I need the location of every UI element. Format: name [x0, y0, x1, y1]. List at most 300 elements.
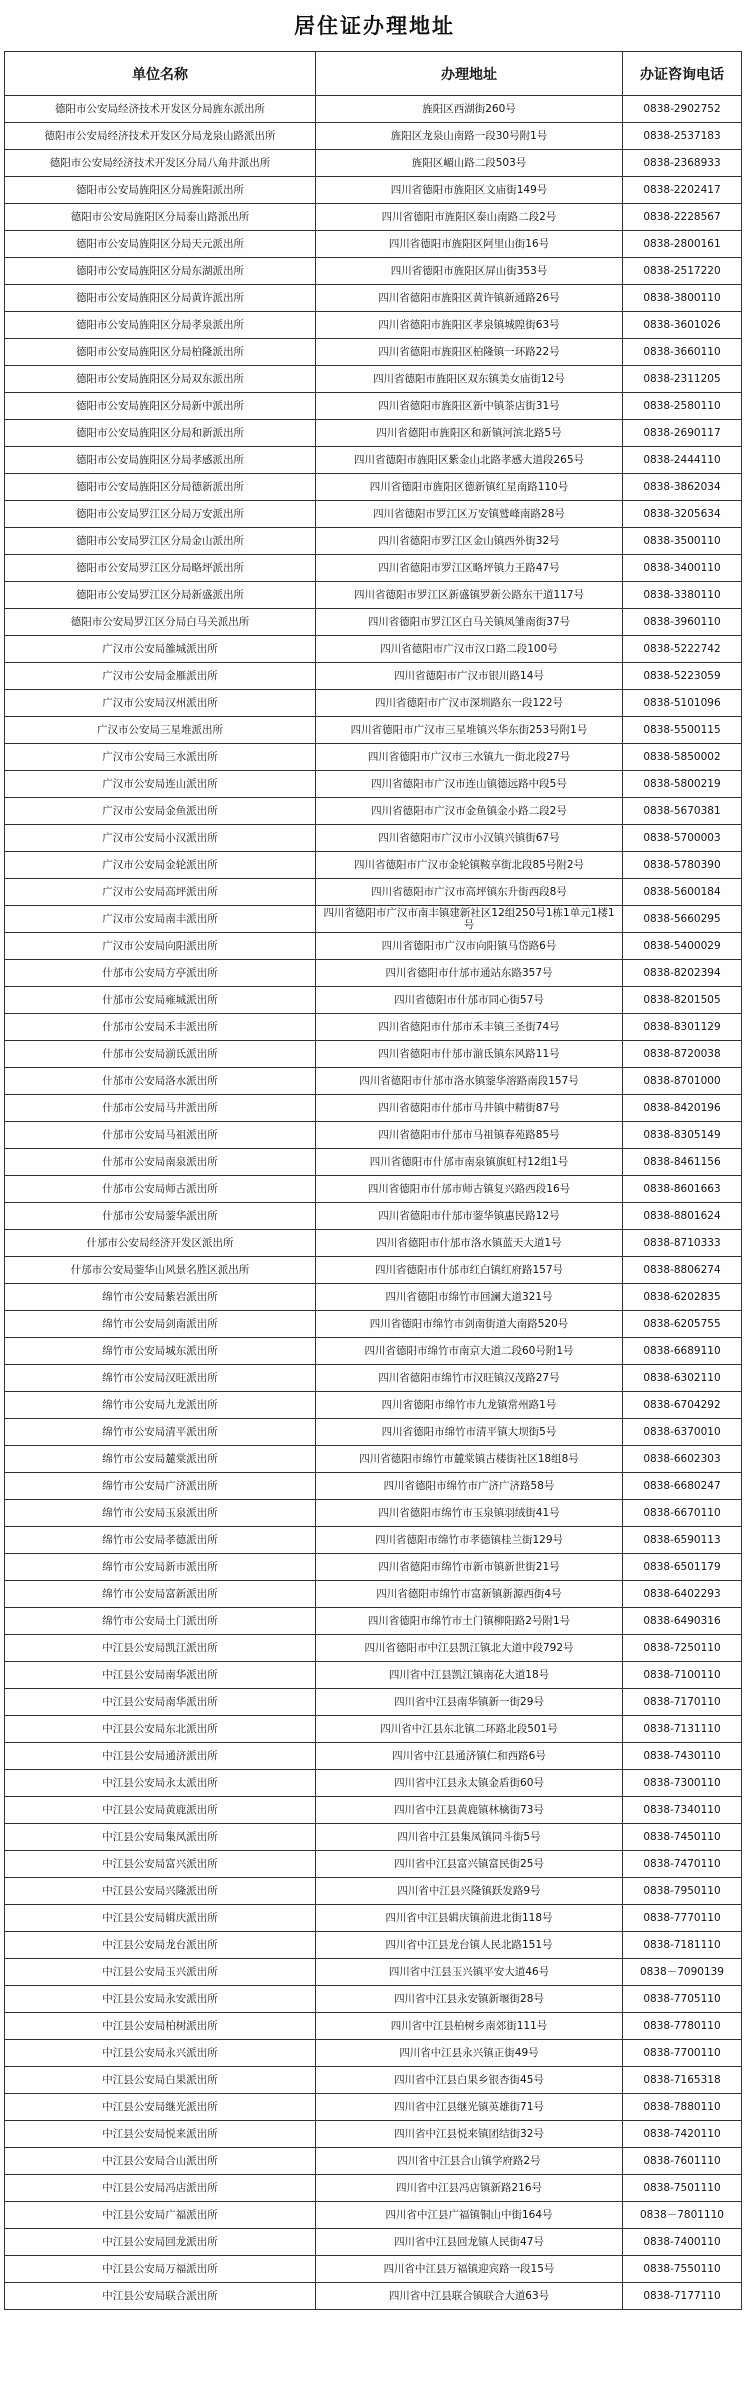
table-row	[5, 312, 742, 339]
address-cell: 旌阳区西湖街260号	[316, 96, 623, 123]
unit-name-cell: 中江县公安局广福派出所	[5, 2202, 316, 2229]
table-row	[5, 960, 742, 987]
table-row	[5, 204, 742, 231]
phone-cell: 0838-7601110	[623, 2148, 742, 2175]
address-cell: 四川省德阳市广汉市金轮镇鞍享街北段85号附2号	[316, 852, 623, 879]
unit-name-cell: 德阳市公安局旌阳区分局孝泉派出所	[5, 312, 316, 339]
unit-name-cell: 中江县公安局集凤派出所	[5, 1824, 316, 1851]
address-cell: 四川省德阳市什邡市马祖镇春苑路85号	[316, 1122, 623, 1149]
unit-name-cell: 中江县公安局回龙派出所	[5, 2229, 316, 2256]
address-cell: 四川省中江县集凤镇同斗街5号	[316, 1824, 623, 1851]
page-title: 居住证办理地址	[294, 13, 455, 38]
address-cell: 四川省德阳市绵竹市九龙镇常州路1号	[316, 1392, 623, 1419]
table-row	[5, 1797, 742, 1824]
unit-name-cell: 中江县公安局冯店派出所	[5, 2175, 316, 2202]
address-cell: 四川省德阳市旌阳区和新镇河滨北路5号	[316, 420, 623, 447]
table-row	[5, 1311, 742, 1338]
address-cell: 四川省中江县柏树乡南郊街111号	[316, 2013, 623, 2040]
address-cell: 四川省德阳市绵竹市新市镇新世街21号	[316, 1554, 623, 1581]
phone-cell: 0838-6602303	[623, 1446, 742, 1473]
address-cell: 四川省德阳市罗江区白马关镇凤雏南街37号	[316, 609, 623, 636]
address-cell: 四川省德阳市什邡市蓥华镇惠民路12号	[316, 1203, 623, 1230]
unit-name-cell: 什邡市公安局师古派出所	[5, 1176, 316, 1203]
table-row	[5, 1419, 742, 1446]
address-cell: 四川省德阳市什邡市南泉镇旗虹村12组1号	[316, 1149, 623, 1176]
table-row	[5, 339, 742, 366]
table-row	[5, 1824, 742, 1851]
phone-cell: 0838-7420110	[623, 2121, 742, 2148]
unit-name-cell: 德阳市公安局旌阳区分局柏隆派出所	[5, 339, 316, 366]
address-cell: 四川省德阳市绵竹市孝德镇桂兰街129号	[316, 1527, 623, 1554]
phone-cell: 0838-7181110	[623, 1932, 742, 1959]
address-cell: 四川省德阳市绵竹市麓棠镇古楼街社区18组8号	[316, 1446, 623, 1473]
address-cell: 四川省德阳市旌阳区紫金山北路孝感大道段265号	[316, 447, 623, 474]
address-cell: 四川省中江县冯店镇新路216号	[316, 2175, 623, 2202]
phone-cell: 0838-5670381	[623, 798, 742, 825]
phone-cell: 0838-5101096	[623, 690, 742, 717]
phone-cell: 0838-2537183	[623, 123, 742, 150]
phone-cell: 0838-7770110	[623, 1905, 742, 1932]
table-row	[5, 2148, 742, 2175]
address-cell: 四川省中江县富兴镇富民街25号	[316, 1851, 623, 1878]
phone-cell: 0838-2902752	[623, 96, 742, 123]
table-row	[5, 1581, 742, 1608]
table-row	[5, 933, 742, 960]
phone-cell: 0838-3205634	[623, 501, 742, 528]
table-row	[5, 1392, 742, 1419]
address-cell: 四川省德阳市绵竹市回澜大道321号	[316, 1284, 623, 1311]
phone-cell: 0838-5222742	[623, 636, 742, 663]
phone-cell: 0838-5850002	[623, 744, 742, 771]
phone-cell: 0838-3601026	[623, 312, 742, 339]
unit-name-cell: 中江县公安局柏树派出所	[5, 2013, 316, 2040]
phone-cell: 0838-7250110	[623, 1635, 742, 1662]
unit-name-cell: 德阳市公安局旌阳区分局旌阳派出所	[5, 177, 316, 204]
unit-name-cell: 中江县公安局辑庆派出所	[5, 1905, 316, 1932]
phone-cell: 0838-6202835	[623, 1284, 742, 1311]
table-row	[5, 1230, 742, 1257]
unit-name-cell: 德阳市公安局旌阳区分局新中派出所	[5, 393, 316, 420]
unit-name-cell: 什邡市公安局南泉派出所	[5, 1149, 316, 1176]
address-cell: 四川省德阳市广汉市向阳镇马岱路6号	[316, 933, 623, 960]
table-row	[5, 636, 742, 663]
table-row	[5, 366, 742, 393]
address-cell: 四川省德阳市绵竹市南京大道二段60号附1号	[316, 1338, 623, 1365]
table-row	[5, 420, 742, 447]
phone-cell: 0838-8801624	[623, 1203, 742, 1230]
unit-name-cell: 什邡市公安局马祖派出所	[5, 1122, 316, 1149]
header-address: 办理地址	[316, 52, 623, 96]
table-body	[5, 96, 742, 2310]
table-row	[5, 528, 742, 555]
unit-name-cell: 中江县公安局兴隆派出所	[5, 1878, 316, 1905]
address-cell: 四川省中江县永太镇金盾街60号	[316, 1770, 623, 1797]
address-cell: 四川省德阳市罗江区新盛镇罗新公路东干道117号	[316, 582, 623, 609]
unit-name-cell: 德阳市公安局旌阳区分局德新派出所	[5, 474, 316, 501]
address-cell: 四川省德阳市广汉市金鱼镇金小路二段2号	[316, 798, 623, 825]
address-cell: 四川省德阳市绵竹市剑南街道大南路520号	[316, 1311, 623, 1338]
unit-name-cell: 中江县公安局南华派出所	[5, 1662, 316, 1689]
address-cell: 四川省德阳市中江县凯江镇北大道中段792号	[316, 1635, 623, 1662]
phone-cell: 0838-7950110	[623, 1878, 742, 1905]
phone-cell: 0838-6490316	[623, 1608, 742, 1635]
phone-cell: 0838-7550110	[623, 2256, 742, 2283]
table-row	[5, 2094, 742, 2121]
address-cell: 四川省德阳市绵竹市广济广济路58号	[316, 1473, 623, 1500]
phone-cell: 0838-6205755	[623, 1311, 742, 1338]
unit-name-cell: 中江县公安局富兴派出所	[5, 1851, 316, 1878]
unit-name-cell: 什邡市公安局禾丰派出所	[5, 1014, 316, 1041]
address-cell: 四川省中江县兴隆镇跃发路9号	[316, 1878, 623, 1905]
header-unit-name: 单位名称	[5, 52, 316, 96]
unit-name-cell: 广汉市公安局三星堆派出所	[5, 717, 316, 744]
unit-name-cell: 广汉市公安局连山派出所	[5, 771, 316, 798]
address-cell: 四川省中江县万福镇迎宾路一段15号	[316, 2256, 623, 2283]
phone-cell: 0838-3960110	[623, 609, 742, 636]
phone-cell: 0838-5660295	[623, 906, 742, 933]
unit-name-cell: 绵竹市公安局富新派出所	[5, 1581, 316, 1608]
table-row	[5, 1365, 742, 1392]
table-row	[5, 1635, 742, 1662]
unit-name-cell: 中江县公安局永兴派出所	[5, 2040, 316, 2067]
phone-cell: 0838-2800161	[623, 231, 742, 258]
address-cell: 四川省德阳市广汉市连山镇德远路中段5号	[316, 771, 623, 798]
unit-name-cell: 绵竹市公安局汉旺派出所	[5, 1365, 316, 1392]
table-row	[5, 798, 742, 825]
phone-cell: 0838-8710333	[623, 1230, 742, 1257]
phone-cell: 0838-5600184	[623, 879, 742, 906]
table-row	[5, 1068, 742, 1095]
table-row	[5, 2202, 742, 2229]
unit-name-cell: 广汉市公安局雒城派出所	[5, 636, 316, 663]
table-row	[5, 2175, 742, 2202]
unit-name-cell: 中江县公安局通济派出所	[5, 1743, 316, 1770]
unit-name-cell: 绵竹市公安局清平派出所	[5, 1419, 316, 1446]
table-row	[5, 825, 742, 852]
phone-cell: 0838-7430110	[623, 1743, 742, 1770]
table-row	[5, 177, 742, 204]
phone-cell: 0838-6670110	[623, 1500, 742, 1527]
table-row	[5, 285, 742, 312]
phone-cell: 0838-3400110	[623, 555, 742, 582]
address-cell: 四川省德阳市旌阳区黄许镇新通路26号	[316, 285, 623, 312]
unit-name-cell: 中江县公安局继光派出所	[5, 2094, 316, 2121]
phone-cell: 0838-8420196	[623, 1095, 742, 1122]
unit-name-cell: 广汉市公安局高坪派出所	[5, 879, 316, 906]
phone-cell: 0838-2202417	[623, 177, 742, 204]
address-cell: 四川省中江县回龙镇人民街47号	[316, 2229, 623, 2256]
address-cell: 四川省德阳市旌阳区双东镇美女庙街12号	[316, 366, 623, 393]
phone-cell: 0838-8806274	[623, 1257, 742, 1284]
unit-name-cell: 德阳市公安局罗江区分局略坪派出所	[5, 555, 316, 582]
phone-cell: 0838－7090139	[623, 1959, 742, 1986]
address-cell: 四川省中江县悦来镇团结街32号	[316, 2121, 623, 2148]
unit-name-cell: 德阳市公安局经济技术开发区分局八角井派出所	[5, 150, 316, 177]
address-cell: 四川省德阳市什邡市洛水镇蓥华溶路南段157号	[316, 1068, 623, 1095]
address-cell: 四川省中江县继光镇英雄街71号	[316, 2094, 623, 2121]
unit-name-cell: 中江县公安局永太派出所	[5, 1770, 316, 1797]
table-row	[5, 2013, 742, 2040]
unit-name-cell: 德阳市公安局旌阳区分局天元派出所	[5, 231, 316, 258]
table-row	[5, 609, 742, 636]
unit-name-cell: 中江县公安局联合派出所	[5, 2283, 316, 2310]
phone-cell: 0838-5700003	[623, 825, 742, 852]
phone-cell: 0838-8305149	[623, 1122, 742, 1149]
table-row	[5, 2283, 742, 2310]
unit-name-cell: 广汉市公安局小汉派出所	[5, 825, 316, 852]
unit-name-cell: 什邡市公安局马井派出所	[5, 1095, 316, 1122]
unit-name-cell: 中江县公安局万福派出所	[5, 2256, 316, 2283]
unit-name-cell: 绵竹市公安局新市派出所	[5, 1554, 316, 1581]
address-cell: 四川省德阳市罗江区略坪镇力王路47号	[316, 555, 623, 582]
table-row	[5, 744, 742, 771]
phone-cell: 0838-6689110	[623, 1338, 742, 1365]
table-row	[5, 987, 742, 1014]
address-cell: 四川省德阳市广汉市三星堆镇兴华东街253号附1号	[316, 717, 623, 744]
table-row	[5, 1338, 742, 1365]
phone-cell: 0838-8461156	[623, 1149, 742, 1176]
table-row	[5, 1176, 742, 1203]
unit-name-cell: 中江县公安局玉兴派出所	[5, 1959, 316, 1986]
phone-cell: 0838-7165318	[623, 2067, 742, 2094]
unit-name-cell: 德阳市公安局旌阳区分局东湖派出所	[5, 258, 316, 285]
phone-cell: 0838-7400110	[623, 2229, 742, 2256]
address-cell: 四川省德阳市广汉市深圳路东一段122号	[316, 690, 623, 717]
table-row	[5, 447, 742, 474]
address-cell: 四川省德阳市广汉市汉口路二段100号	[316, 636, 623, 663]
table-row	[5, 879, 742, 906]
phone-cell: 0838-7177110	[623, 2283, 742, 2310]
address-cell: 四川省中江县凯江镇南花大道18号	[316, 1662, 623, 1689]
table-row	[5, 1095, 742, 1122]
phone-cell: 0838－7801110	[623, 2202, 742, 2229]
table-row	[5, 555, 742, 582]
address-cell: 四川省中江县东北镇二环路北段501号	[316, 1716, 623, 1743]
phone-cell: 0838-8301129	[623, 1014, 742, 1041]
address-cell: 四川省中江县通济镇仁和西路6号	[316, 1743, 623, 1770]
unit-name-cell: 德阳市公安局罗江区分局金山派出所	[5, 528, 316, 555]
unit-name-cell: 中江县公安局合山派出所	[5, 2148, 316, 2175]
table-row	[5, 1284, 742, 1311]
unit-name-cell: 中江县公安局白果派出所	[5, 2067, 316, 2094]
address-cell: 四川省中江县南华镇新一街29号	[316, 1689, 623, 1716]
address-cell: 四川省中江县龙台镇人民北路151号	[316, 1932, 623, 1959]
unit-name-cell: 广汉市公安局三水派出所	[5, 744, 316, 771]
phone-cell: 0838-5500115	[623, 717, 742, 744]
unit-name-cell: 什邡市公安局洛水派出所	[5, 1068, 316, 1095]
phone-cell: 0838-2517220	[623, 258, 742, 285]
table-row	[5, 2229, 742, 2256]
address-cell: 旌阳区嵋山路二段503号	[316, 150, 623, 177]
table-row	[5, 1527, 742, 1554]
table-row	[5, 150, 742, 177]
unit-name-cell: 广汉市公安局金雁派出所	[5, 663, 316, 690]
address-cell: 四川省德阳市旌阳区新中镇茶店街31号	[316, 393, 623, 420]
table-row	[5, 123, 742, 150]
phone-cell: 0838-6704292	[623, 1392, 742, 1419]
phone-cell: 0838-2580110	[623, 393, 742, 420]
address-cell: 四川省德阳市什邡市师古镇复兴路西段16号	[316, 1176, 623, 1203]
address-cell: 四川省中江县合山镇学府路2号	[316, 2148, 623, 2175]
table-row	[5, 1662, 742, 1689]
table-row	[5, 1500, 742, 1527]
address-cell: 四川省德阳市罗江区金山镇西外街32号	[316, 528, 623, 555]
phone-cell: 0838-8701000	[623, 1068, 742, 1095]
phone-cell: 0838-3500110	[623, 528, 742, 555]
address-cell: 四川省中江县辑庆镇前进北街118号	[316, 1905, 623, 1932]
phone-cell: 0838-7170110	[623, 1689, 742, 1716]
table-row	[5, 1878, 742, 1905]
table-row	[5, 1014, 742, 1041]
address-cell: 四川省中江县广福镇铜山中街164号	[316, 2202, 623, 2229]
unit-name-cell: 德阳市公安局旌阳区分局和新派出所	[5, 420, 316, 447]
address-cell: 四川省德阳市旌阳区柏隆镇一环路22号	[316, 339, 623, 366]
phone-cell: 0838-7450110	[623, 1824, 742, 1851]
table-row	[5, 663, 742, 690]
unit-name-cell: 德阳市公安局旌阳区分局双东派出所	[5, 366, 316, 393]
address-cell: 四川省德阳市罗江区万安镇鹫峰南路28号	[316, 501, 623, 528]
unit-name-cell: 德阳市公安局旌阳区分局孝感派出所	[5, 447, 316, 474]
phone-cell: 0838-5223059	[623, 663, 742, 690]
table-row	[5, 2067, 742, 2094]
phone-cell: 0838-3660110	[623, 339, 742, 366]
address-cell: 四川省德阳市什邡市马井镇中精街87号	[316, 1095, 623, 1122]
address-cell: 四川省德阳市绵竹市清平镇大坝街5号	[316, 1419, 623, 1446]
unit-name-cell: 广汉市公安局向阳派出所	[5, 933, 316, 960]
table-row	[5, 1851, 742, 1878]
phone-cell: 0838-7470110	[623, 1851, 742, 1878]
table-row	[5, 474, 742, 501]
unit-name-cell: 广汉市公安局汉州派出所	[5, 690, 316, 717]
address-cell: 四川省德阳市什邡市通站东路357号	[316, 960, 623, 987]
address-cell: 四川省中江县玉兴镇平安大道46号	[316, 1959, 623, 1986]
table-row	[5, 1959, 742, 1986]
address-cell: 四川省德阳市绵竹市玉泉镇羽绒街41号	[316, 1500, 623, 1527]
phone-cell: 0838-7131110	[623, 1716, 742, 1743]
unit-name-cell: 中江县公安局悦来派出所	[5, 2121, 316, 2148]
table-row	[5, 2256, 742, 2283]
table-row	[5, 393, 742, 420]
unit-name-cell: 中江县公安局黄鹿派出所	[5, 1797, 316, 1824]
table-row	[5, 1743, 742, 1770]
address-cell: 四川省德阳市什邡市洛水镇蓝天大道1号	[316, 1230, 623, 1257]
table-row	[5, 2121, 742, 2148]
phone-cell: 0838-6302110	[623, 1365, 742, 1392]
unit-name-cell: 德阳市公安局经济技术开发区分局龙泉山路派出所	[5, 123, 316, 150]
phone-cell: 0838-6590113	[623, 1527, 742, 1554]
table-row	[5, 1932, 742, 1959]
table-row	[5, 231, 742, 258]
unit-name-cell: 什邡市公安局雍城派出所	[5, 987, 316, 1014]
unit-name-cell: 广汉市公安局金轮派出所	[5, 852, 316, 879]
phone-cell: 0838-2311205	[623, 366, 742, 393]
address-cell: 四川省德阳市广汉市高坪镇东升街西段8号	[316, 879, 623, 906]
unit-name-cell: 中江县公安局永安派出所	[5, 1986, 316, 2013]
unit-name-cell: 绵竹市公安局紫岩派出所	[5, 1284, 316, 1311]
table-row	[5, 1770, 742, 1797]
unit-name-cell: 什邡市公安局方亭派出所	[5, 960, 316, 987]
phone-cell: 0838-7880110	[623, 2094, 742, 2121]
address-cell: 四川省德阳市绵竹市汉旺镇汉茂路27号	[316, 1365, 623, 1392]
table-row	[5, 501, 742, 528]
address-cell: 四川省德阳市旌阳区泰山南路二段2号	[316, 204, 623, 231]
address-cell: 四川省德阳市广汉市小汉镇兴镇街67号	[316, 825, 623, 852]
table-row	[5, 1608, 742, 1635]
table-row	[5, 1041, 742, 1068]
phone-cell: 0838-7705110	[623, 1986, 742, 2013]
unit-name-cell: 什邡市公安局蓥华派出所	[5, 1203, 316, 1230]
address-cell: 四川省德阳市绵竹市富新镇新源西街4号	[316, 1581, 623, 1608]
unit-name-cell: 绵竹市公安局城东派出所	[5, 1338, 316, 1365]
phone-cell: 0838-8601663	[623, 1176, 742, 1203]
unit-name-cell: 绵竹市公安局麓棠派出所	[5, 1446, 316, 1473]
phone-cell: 0838-7501110	[623, 2175, 742, 2202]
unit-name-cell: 绵竹市公安局玉泉派出所	[5, 1500, 316, 1527]
phone-cell: 0838-6402293	[623, 1581, 742, 1608]
table-row	[5, 1149, 742, 1176]
address-cell: 四川省德阳市旌阳区德新镇红星南路110号	[316, 474, 623, 501]
address-cell: 四川省中江县黄鹿镇林檎街73号	[316, 1797, 623, 1824]
table-row	[5, 1257, 742, 1284]
table-row	[5, 1122, 742, 1149]
table-row	[5, 906, 742, 933]
phone-cell: 0838-7700110	[623, 2040, 742, 2067]
address-cell: 四川省中江县白果乡银杏街45号	[316, 2067, 623, 2094]
table-row	[5, 1689, 742, 1716]
table-row	[5, 1203, 742, 1230]
address-cell: 四川省中江县永安镇新堰街28号	[316, 1986, 623, 2013]
address-cell: 四川省德阳市绵竹市土门镇柳阳路2号附1号	[316, 1608, 623, 1635]
unit-name-cell: 德阳市公安局旌阳区分局泰山路派出所	[5, 204, 316, 231]
table-row	[5, 690, 742, 717]
unit-name-cell: 德阳市公安局罗江区分局万安派出所	[5, 501, 316, 528]
address-cell: 四川省德阳市旌阳区孝泉镇城隍街63号	[316, 312, 623, 339]
table-row	[5, 1905, 742, 1932]
phone-cell: 0838-8720038	[623, 1041, 742, 1068]
phone-cell: 0838-7300110	[623, 1770, 742, 1797]
unit-name-cell: 德阳市公安局罗江区分局白马关派出所	[5, 609, 316, 636]
table-row	[5, 1446, 742, 1473]
address-cell: 四川省中江县联合镇联合大道63号	[316, 2283, 623, 2310]
header-phone: 办证咨询电话	[623, 52, 742, 96]
unit-name-cell: 中江县公安局龙台派出所	[5, 1932, 316, 1959]
unit-name-cell: 绵竹市公安局剑南派出所	[5, 1311, 316, 1338]
phone-cell: 0838-5400029	[623, 933, 742, 960]
address-cell: 四川省中江县永兴镇正街49号	[316, 2040, 623, 2067]
table-row	[5, 1716, 742, 1743]
address-cell: 四川省德阳市旌阳区文庙街149号	[316, 177, 623, 204]
unit-name-cell: 什邡市公安局蓥华山风景名胜区派出所	[5, 1257, 316, 1284]
phone-cell: 0838-7100110	[623, 1662, 742, 1689]
unit-name-cell: 绵竹市公安局孝德派出所	[5, 1527, 316, 1554]
address-cell: 四川省德阳市什邡市禾丰镇三圣街74号	[316, 1014, 623, 1041]
address-cell: 四川省德阳市旌阳区屏山街353号	[316, 258, 623, 285]
unit-name-cell: 什邡市公安局经济开发区派出所	[5, 1230, 316, 1257]
phone-cell: 0838-8202394	[623, 960, 742, 987]
unit-name-cell: 德阳市公安局旌阳区分局黄许派出所	[5, 285, 316, 312]
table-row	[5, 717, 742, 744]
phone-cell: 0838-5780390	[623, 852, 742, 879]
unit-name-cell: 中江县公安局东北派出所	[5, 1716, 316, 1743]
phone-cell: 0838-3862034	[623, 474, 742, 501]
unit-name-cell: 德阳市公安局经济技术开发区分局旌东派出所	[5, 96, 316, 123]
address-cell: 四川省德阳市什邡市红白镇红府路157号	[316, 1257, 623, 1284]
address-cell: 四川省德阳市什邡市湔氐镇东风路11号	[316, 1041, 623, 1068]
unit-name-cell: 中江县公安局凯江派出所	[5, 1635, 316, 1662]
table-row	[5, 1554, 742, 1581]
phone-cell: 0838-2444110	[623, 447, 742, 474]
phone-cell: 0838-2690117	[623, 420, 742, 447]
